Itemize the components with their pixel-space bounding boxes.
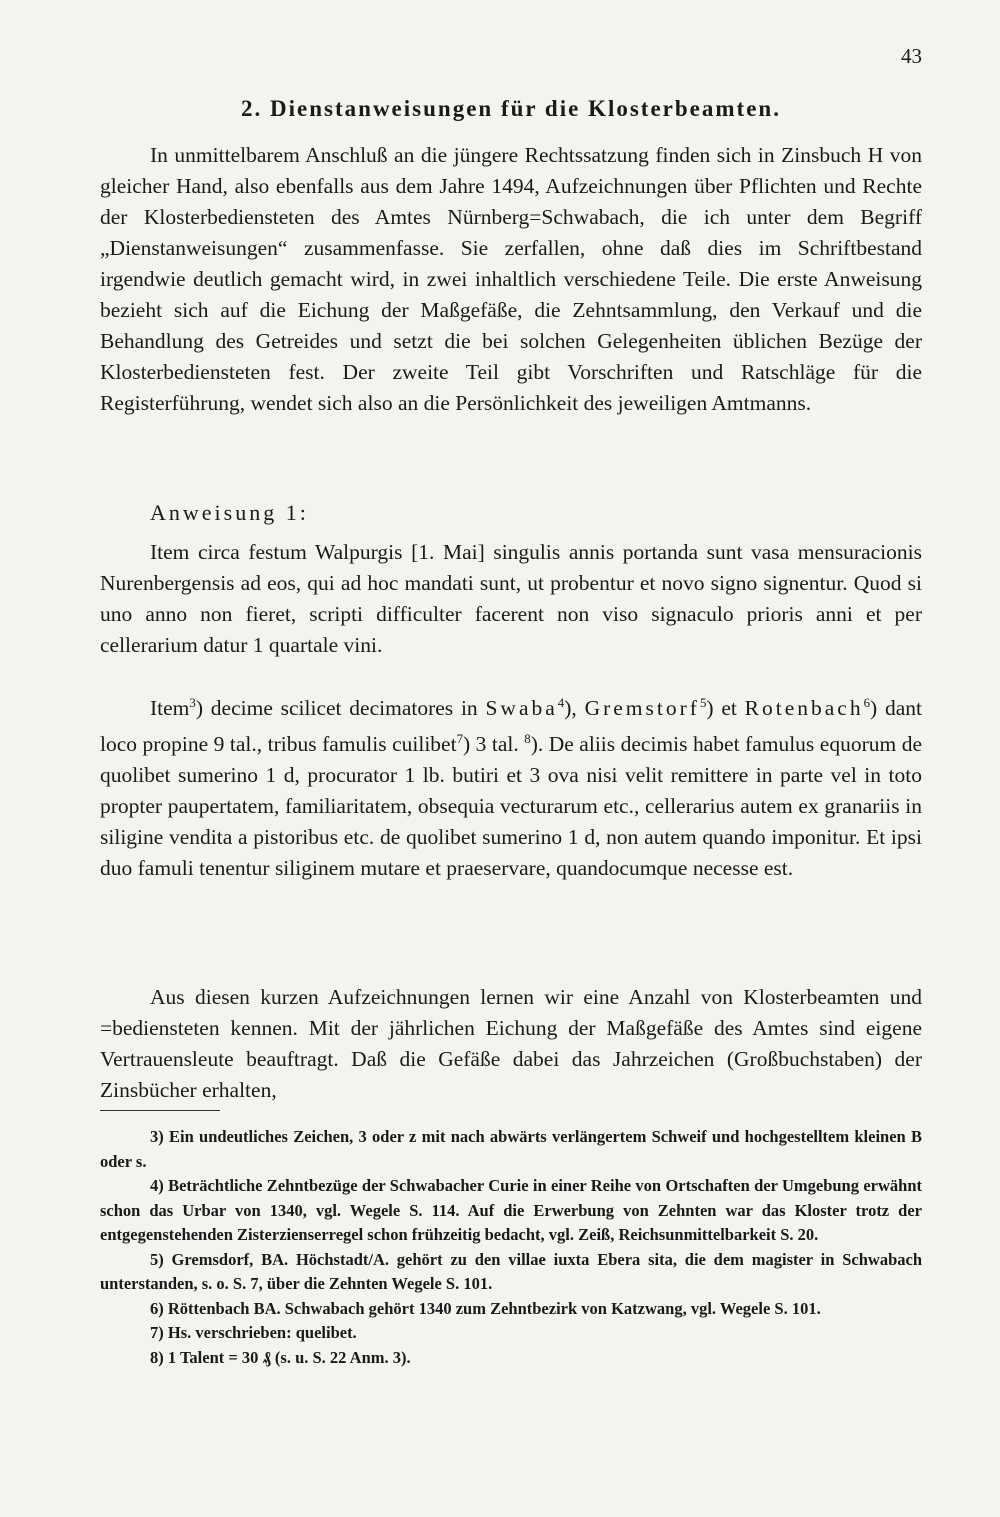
latin-paragraph-1: Item circa festum Walpurgis [1. Mai] singulis annis portanda sunt vasa mensuracionis Nurenbergensis ad eos, qui ad hoc mandati sunt, ut probentur et novo signo signentur. Quod si uno anno non fieret, scripti difficulter facerent non viso signaculo prioris anni et per cellerarium datur 1 quartale vini. bbox=[100, 540, 922, 657]
footnote: 3) Ein undeutliches Zeichen, 3 oder z mit nach abwärts verlängertem Schweif und hochgestelltem kleinen B oder s. bbox=[100, 1127, 922, 1171]
footnote: 7) Hs. verschrieben: quelibet. bbox=[150, 1323, 357, 1342]
latin-paragraph-2: Item$^3$) decime scilicet decimatores in Swaba$^4$), Gremstorf$^5$) et Rotenbach$^6$) dant loco propine 9 tal., tribus famulis cuilibet$^7$) 3 tal. $^8$). De aliis decimis habet famulus equorum de quolibet sumerino 1 d, procurator 1 lb. butiri et 3 ova nisi velit remittere in parte vel in toto propter paupertatem, familiaritatem, obsequia vecturarum etc., cellerarius autem ex granariis in siligine vendita a pistoribus etc. de quolibet sumerino 1 d, non autem quando imponitur. Et ipsi duo famuli tenentur siliginem mutare et praeservare, quandocumque necesse est. bbox=[100, 696, 922, 881]
footnote: 8) 1 Talent = 30 ₰ (s. u. S. 22 Anm. 3). bbox=[150, 1347, 411, 1367]
footnotes bbox=[100, 1125, 922, 1370]
footnote: 6) Röttenbach BA. Schwabach gehört 1340 zum Zehntbezirk von Katzwang, vgl. Wegele S. 101. bbox=[150, 1298, 821, 1318]
footnote-rule bbox=[100, 1110, 220, 1111]
anweisung-heading: Anweisung 1: bbox=[150, 500, 309, 525]
footnote: 4) Beträchtliche Zehntbezüge der Schwabacher Curie in einer Reihe von Ortschaften der Umgebung erwähnt schon das Urbar von 1340, vgl. Wegele S. 114. Auf die Erwerbung von Zehnten war das Kloster trotz der entgegenstehenden Zisterzienserregel schon frühzeitig bedacht, vgl. Zeiß, Reichsunmittelbarkeit S. 20. bbox=[100, 1176, 922, 1244]
intro-paragraph: In unmittelbarem Anschluß an die jüngere Rechtssatzung finden sich in Zinsbuch H von gleicher Hand, also ebenfalls aus dem Jahre 1494, Aufzeichnungen über Pflichten und Rechte der Klosterbediensteten des Amtes Nürnberg=Schwabach, die ich unter dem Begriff „Dienstanweisungen“ zusammenfasse. Sie zerfallen, ohne daß dies im Schriftbestand irgendwie deutlich gemacht wird, in zwei inhaltlich verschiedene Teile. Die erste Anweisung bezieht sich auf die Eichung der Maßgefäße, die Zehntsammlung, den Verkauf und die Behandlung des Getreides und setzt die bei solchen Gelegenheiten üblichen Bezüge der Klosterbediensteten fest. Der zweite Teil gibt Vorschriften und Ratschläge für die Registerführung, wendet sich also an die Persönlichkeit des jeweiligen Amtmanns. bbox=[100, 143, 922, 415]
footnote: 5) Gremsdorf, BA. Höchstadt/A. gehört zu den villae iuxta Ebera sita, die dem magister in Schwabach unterstanden, s. o. S. 7, über die Zehnten Wegele S. 101. bbox=[100, 1249, 922, 1293]
page-number: 43 bbox=[901, 44, 922, 68]
section-title: 2. Dienstanweisungen für die Klosterbeamten. bbox=[241, 96, 781, 121]
closing-paragraph: Aus diesen kurzen Aufzeichnungen lernen wir eine Anzahl von Klosterbeamten und =bediensteten kennen. Mit der jährlichen Eichung der Maßgefäße des Amtes sind eigene Vertrauensleute beauftragt. Daß die Gefäße dabei das Jahrzeichen (Großbuchstaben) der Zinsbücher erhalten, bbox=[100, 985, 922, 1102]
